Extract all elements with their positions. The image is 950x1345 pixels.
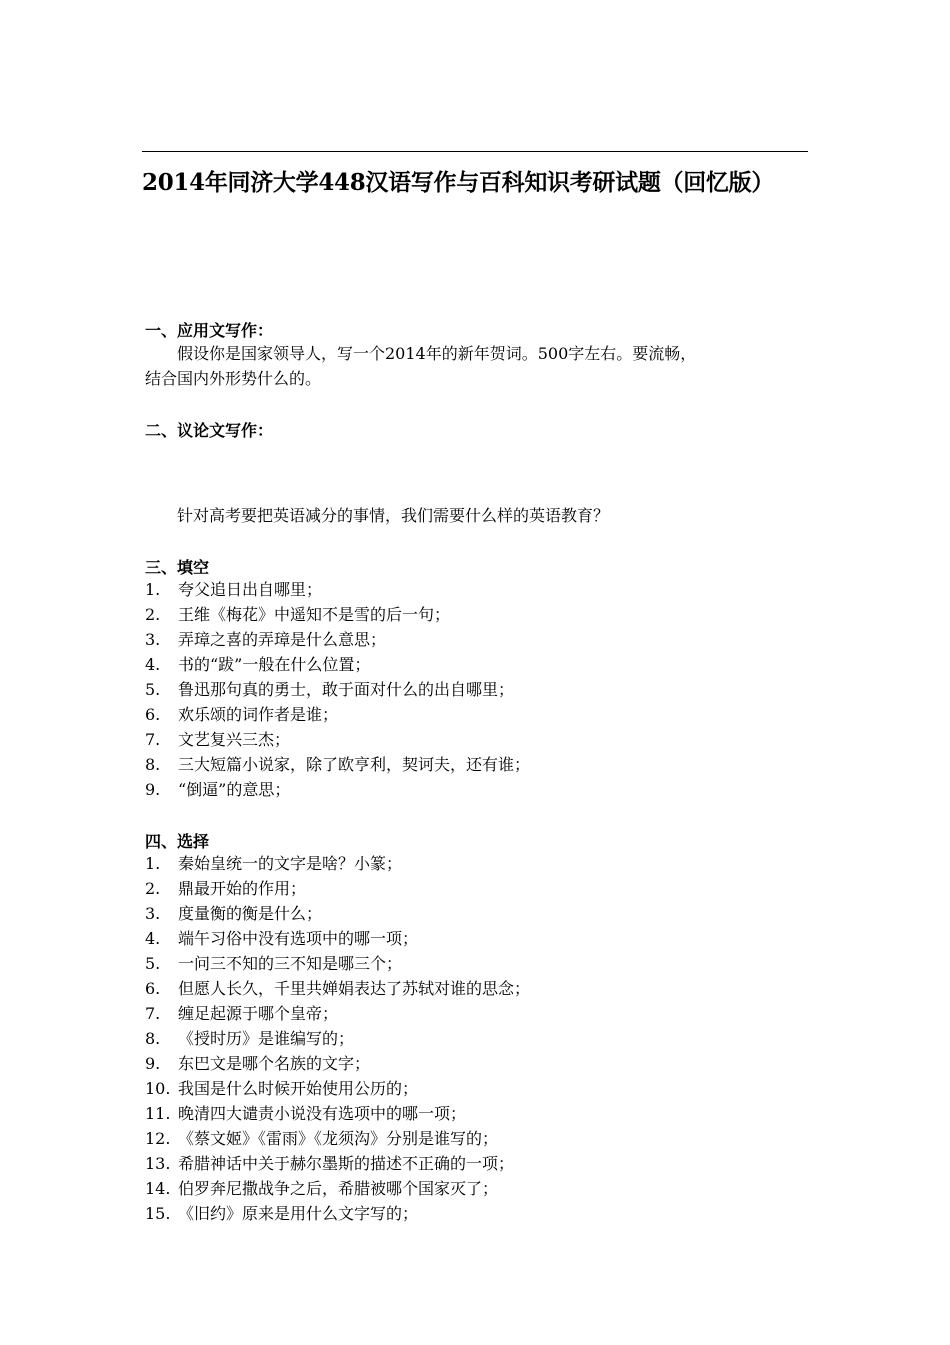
list-item: 3. 弄璋之喜的弄璋是什么意思； [145, 630, 387, 649]
list-item: 13. 希腊神话中关于赫尔墨斯的描述不正确的一项； [145, 1154, 515, 1173]
header-rule [142, 151, 808, 152]
list-item: 3. 度量衡的衡是什么； [145, 904, 323, 923]
list-item: 8. 三大短篇小说家，除了欧亨利，契诃夫，还有谁； [145, 755, 531, 774]
list-item: 1. 秦始皇统一的文字是啥？小篆； [145, 854, 403, 873]
list-item: 4. 书的“跋”一般在什么位置； [145, 655, 371, 674]
list-item: 15. 《旧约》原来是用什么文字写的； [145, 1204, 419, 1223]
section-heading-multiple-choice: 四、选择 [145, 832, 210, 851]
list-item: 11. 晚清四大谴责小说没有选项中的哪一项； [145, 1104, 467, 1123]
list-item: 5. 鲁迅那句真的勇士，敢于面对什么的出自哪里； [145, 680, 515, 699]
list-item: 7. 缠足起源于哪个皇帝； [145, 1004, 339, 1023]
multiple-choice-list [145, 851, 530, 1226]
list-item: 10. 我国是什么时候开始使用公历的； [145, 1079, 419, 1098]
list-item: 14. 伯罗奔尼撒战争之后，希腊被哪个国家灭了； [145, 1179, 499, 1198]
paragraph-line: 假设你是国家领导人，写一个2014年的新年贺词。500字左右。要流畅， [177, 344, 697, 363]
list-item: 6. 欢乐颂的词作者是谁； [145, 705, 339, 724]
section-paragraph-argumentative-writing [145, 503, 609, 528]
list-item: 9. “倒逼”的意思； [145, 780, 291, 799]
list-item: 12. 《蔡文姬》《雷雨》《龙须沟》分别是谁写的； [145, 1129, 499, 1148]
list-item: 5. 一问三不知的三不知是哪三个； [145, 954, 403, 973]
fill-in-blanks-list [145, 577, 530, 802]
section-heading-argumentative-writing: 二、议论文写作： [145, 421, 274, 440]
list-item: 2. 王维《梅花》中遥知不是雪的后一句； [145, 605, 451, 624]
section-heading-practical-writing: 一、应用文写作： [145, 321, 274, 340]
paragraph-line: 结合国内外形势什么的。 [145, 369, 322, 388]
list-item: 6. 但愿人长久，千里共婵娟表达了苏轼对谁的思念； [145, 979, 531, 998]
paragraph-line: 针对高考要把英语减分的事情，我们需要什么样的英语教育？ [177, 506, 610, 525]
document-title: 2014年同济大学448汉语写作与百科知识考研试题（回忆版） [142, 169, 775, 196]
list-item: 1. 夸父追日出自哪里； [145, 580, 323, 599]
list-item: 7. 文艺复兴三杰； [145, 730, 291, 749]
list-item: 2. 鼎最开始的作用； [145, 879, 307, 898]
list-item: 8. 《授时历》是谁编写的； [145, 1029, 355, 1048]
list-item: 4. 端午习俗中没有选项中的哪一项； [145, 929, 419, 948]
section-paragraph-practical-writing [145, 341, 696, 391]
list-item: 9. 东巴文是哪个名族的文字； [145, 1054, 371, 1073]
section-heading-fill-in-blanks: 三、填空 [145, 558, 210, 577]
